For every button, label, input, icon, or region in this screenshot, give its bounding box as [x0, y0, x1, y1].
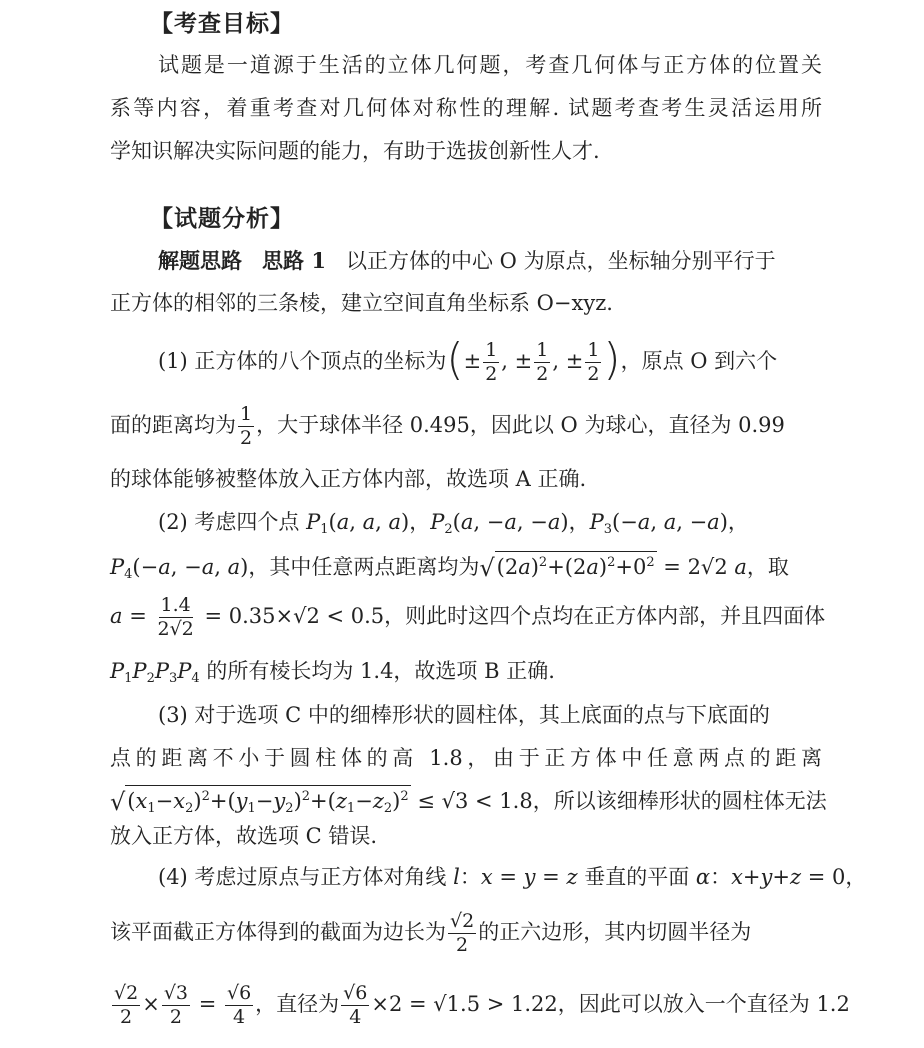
fraction-sqrt6-quarter: $\frac{√6}{4}$ — [343, 982, 368, 1028]
p4-line-1: (4) 考虑过原点与正方体对角线 l：x = y = z 垂直的平面 α：x+y+z = 0， — [158, 865, 867, 889]
p1-start: (1) 正方体的八个顶点的坐标为 — [158, 349, 447, 373]
p2-line-3: a = $\frac{1.4}{2√2}$ = 0.35×√2 < 0.5，则此时这四个点均在正方体内部，并且四面体 — [110, 594, 826, 640]
p2-line-4: $P_1P_2P_3P_4$ 的所有棱长均为 1.4，故选项 B 正确. — [110, 659, 555, 686]
p1-line-3: 的球体能够被整体放入正方体内部，故选项 A 正确. — [110, 467, 587, 491]
fraction-a: $\frac{1.4}{2√2}$ — [157, 594, 194, 640]
fraction-half: $\frac{1}{2}$ — [536, 339, 549, 385]
p3-line-4: 放入正方体，故选项 C 错误. — [110, 824, 378, 848]
left-paren: ( — [446, 334, 464, 385]
fraction-sqrt2-half: $\frac{√2}{2}$ — [450, 910, 475, 956]
p2-line-2: $P_4(-a$, −a, a)，其中任意两点距离均为$√(2a)^2+(2a)^2+0^2 = 2√2$ a，取 — [110, 551, 822, 583]
fraction-half: $\frac{1}{2}$ — [587, 339, 600, 385]
right-paren: ) — [603, 334, 621, 385]
idea1-text: 以正方体的中心 O 为原点，坐标轴分别平行于 — [346, 249, 776, 273]
p4-line-2 — [110, 910, 822, 955]
goal-heading: 【考查目标】 — [150, 11, 294, 37]
analysis-line-2: 正方体的相邻的三条棱，建立空间直角坐标系 O−xyz. — [110, 291, 613, 315]
p3-line3-end: ，所以该细棒形状的圆柱体无法 — [532, 789, 827, 813]
p2-line-1: (2) 考虑四个点 $P_1(a$, a, a)，$P_2(a$, −a, −a)，$P_3(-a$, a, −a)， — [158, 510, 749, 537]
fraction-sqrt3-half: $\frac{√3}{2}$ — [163, 982, 189, 1028]
fraction-half: $\frac{1}{2}$ — [485, 339, 498, 385]
goal-line-1: 试题是一道源于生活的立体几何题，考查几何体与正方体的位置关 — [158, 53, 822, 77]
p4-line2-start: 该平面截正方体得到的截面为边长为 — [110, 920, 446, 944]
p2-line2-end: ，取 — [746, 555, 789, 579]
p4-line3-end: ，因此可以放入一个直径为 1.2 — [557, 992, 850, 1016]
p1-line2-end: ，大于球体半径 0.495，因此以 O 为球心，直径为 0.99 — [256, 413, 785, 437]
p3-line-2: 点的距离不小于圆柱体的高 1.8，由于正方体中任意两点的距离 — [110, 746, 822, 770]
p1-end: ，原点 O 到六个 — [620, 349, 778, 373]
p1-line2-start: 面的距离均为 — [110, 413, 236, 437]
p4-line3-mid: ，直径为 — [255, 992, 340, 1016]
analysis-line-1 — [158, 246, 822, 276]
p1-line-2 — [110, 405, 822, 448]
p3-line-3: $√(x_1-x_2)^2+(y_1-y_2)^2+(z_1-z_2)^2 \le √3 < 1.8$，所以该细棒形状的圆柱体无法 — [110, 785, 822, 817]
goal-line-3: 学知识解决实际问题的能力，有助于选拔创新性人才. — [110, 139, 600, 163]
p4-line2-end: 的正六边形，其内切圆半径为 — [478, 920, 752, 944]
p2-line3-end: ，则此时这四个点均在正方体内部，并且四面体 — [384, 604, 826, 628]
analysis-heading: 【试题分析】 — [150, 206, 294, 232]
goal-line-2: 系等内容，着重考查对几何体对称性的理解. 试题考查考生灵活运用所 — [110, 96, 822, 120]
fraction-sqrt2-half: $\frac{√2}{2}$ — [114, 982, 139, 1028]
p4-line-3: $\frac{√2}{2}$ × $\frac{√3}{2}$ = $\frac{√6}{4}$ ，直径为 $\frac{√6}{4}$ ×2 = √1.5 > 1.22，因此可以放入一个直径为 1.2 — [114, 982, 850, 1028]
fraction-half: $\frac{1}{2}$ — [240, 403, 253, 449]
idea-label: 解题思路 — [158, 248, 242, 273]
idea1-label: 思路 1 — [262, 248, 326, 273]
fraction-sqrt6-quarter: $\frac{√6}{4}$ — [226, 982, 252, 1028]
p3-line-1: (3) 对于选项 C 中的细棒形状的圆柱体，其上底面的点与下底面的 — [158, 703, 770, 727]
p1-line-1: (1) 正方体的八个顶点的坐标为(± $\frac{1}{2}$ , ± $\frac{1}{2}$ , ± $\frac{1}{2}$ )，原点 O 到六个 — [158, 334, 778, 385]
